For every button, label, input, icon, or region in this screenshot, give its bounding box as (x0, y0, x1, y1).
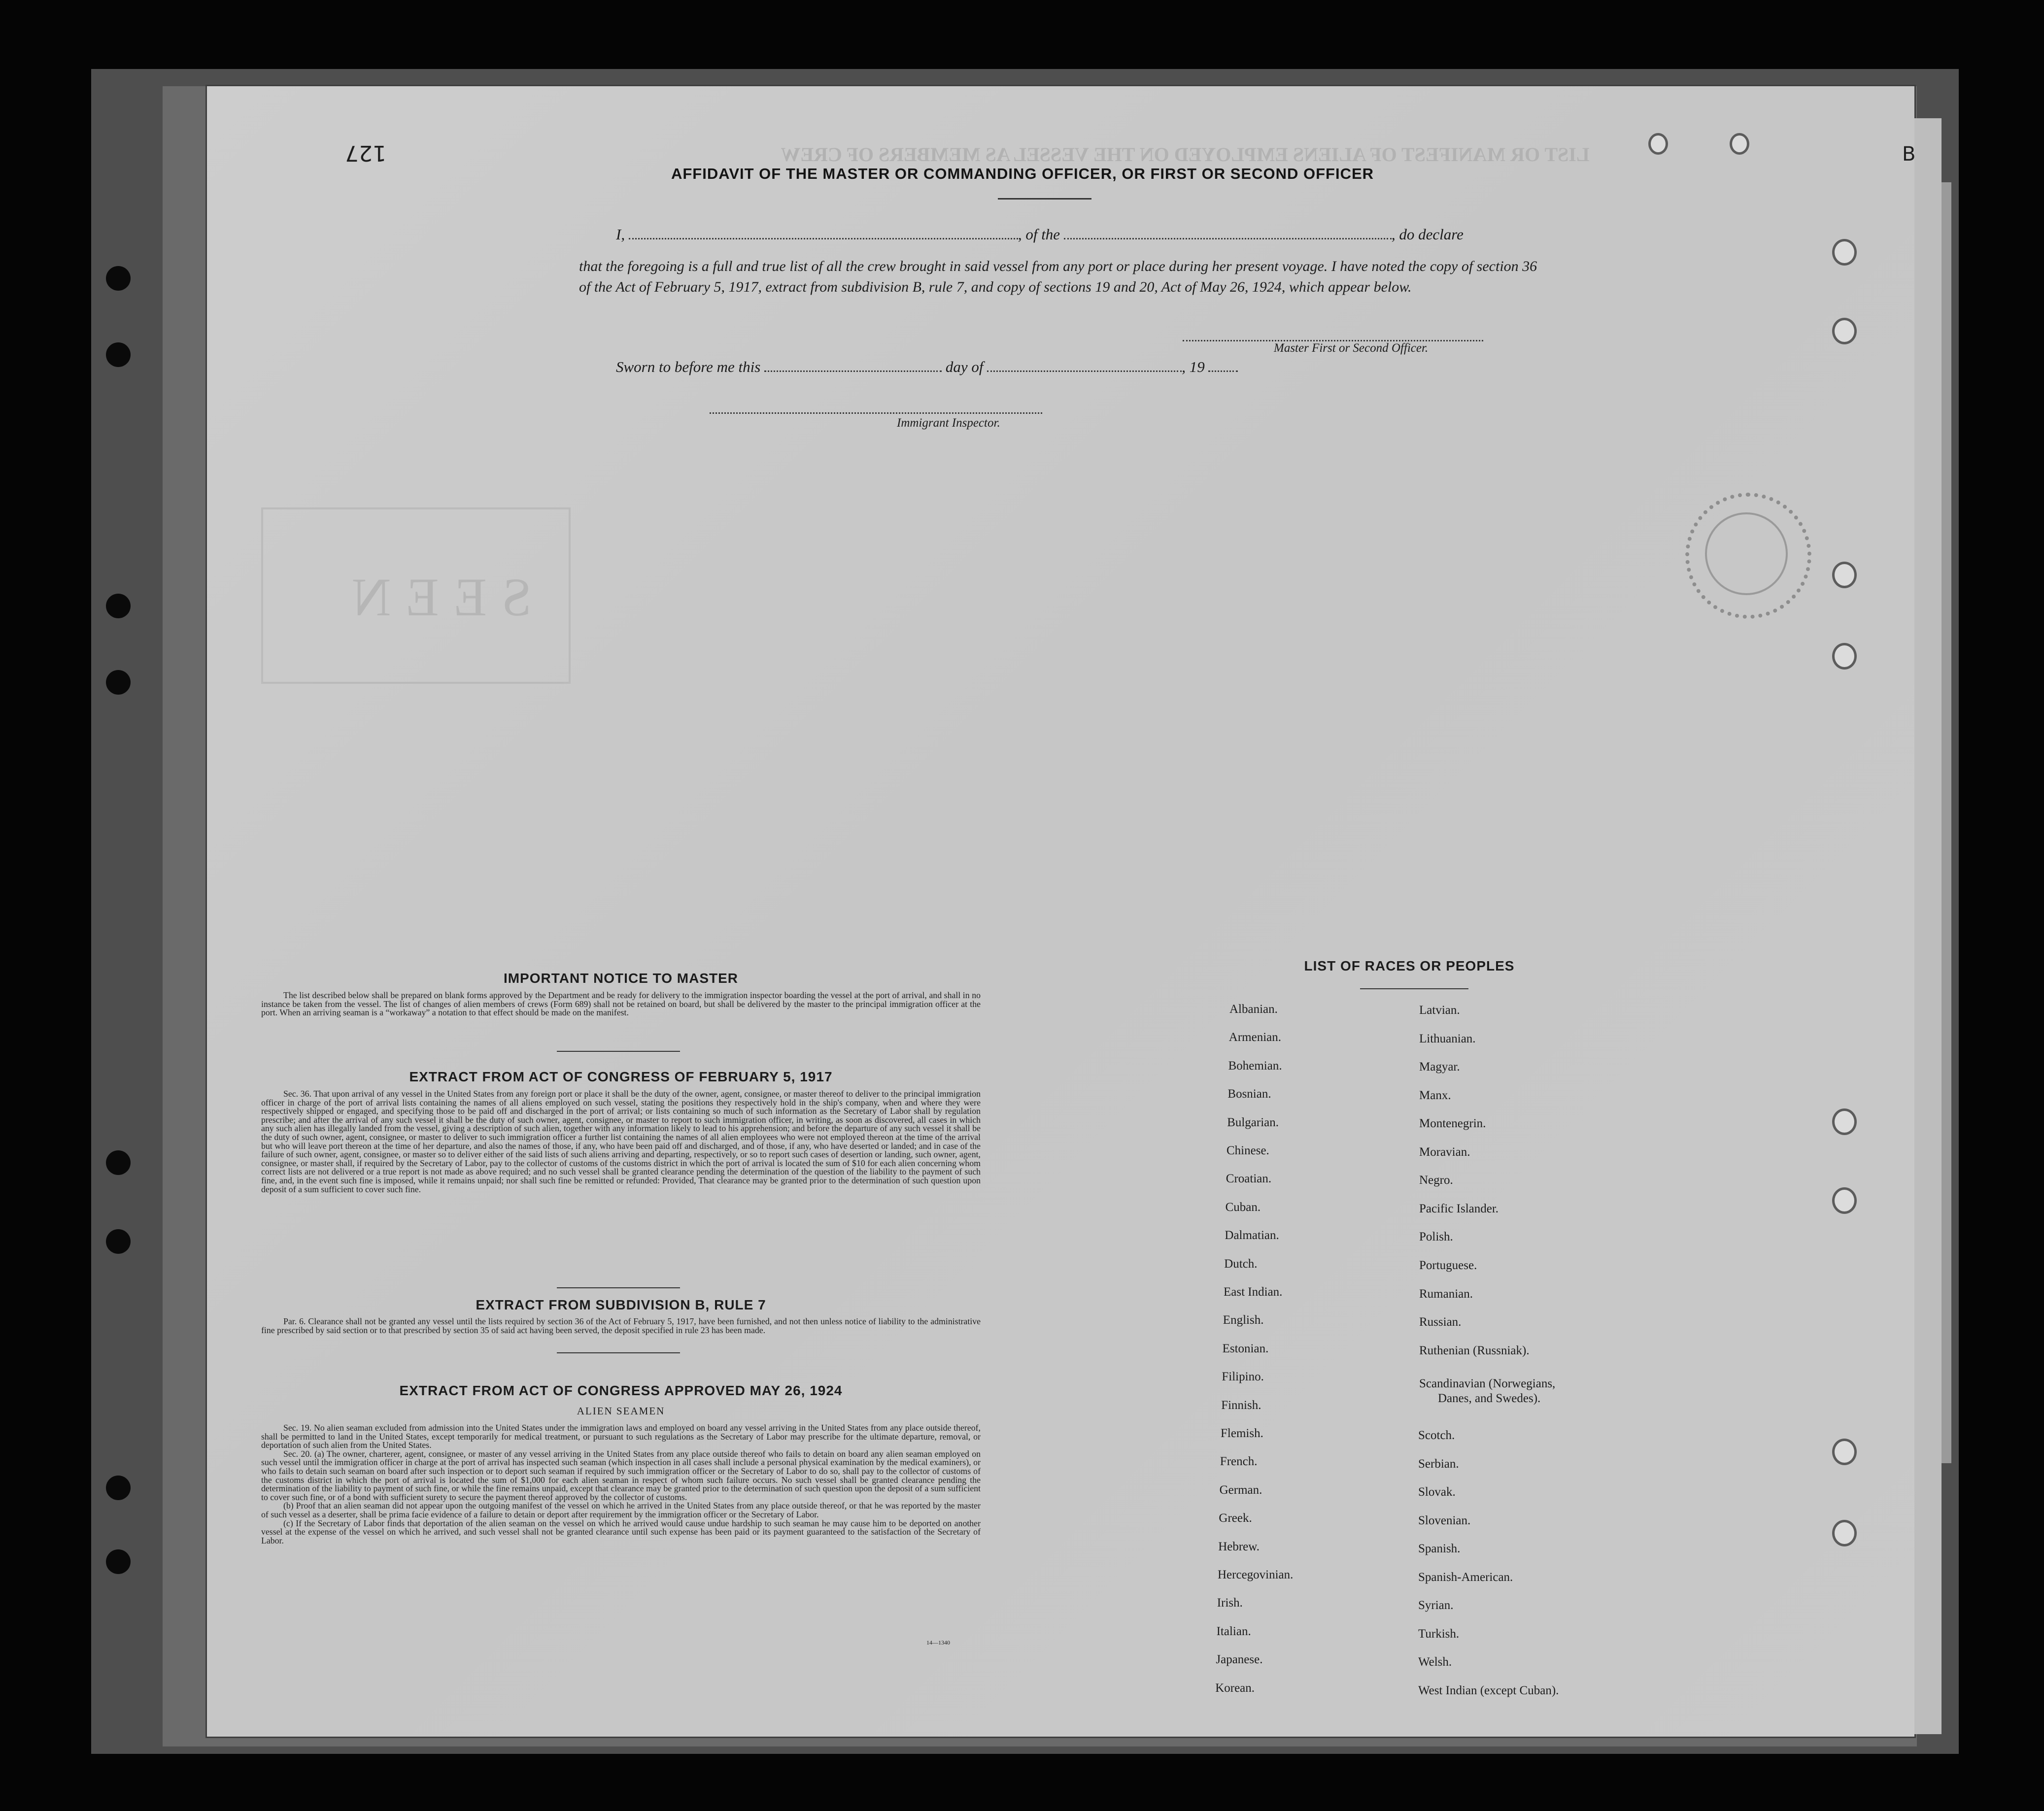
binder-hole (106, 266, 131, 291)
day-of-label: day of (945, 358, 984, 375)
sec20c-paragraph: (c) If the Secretary of Labor finds that deportation of the alien seaman on the vessel on which he arrived would cause undue hardship to such seaman he may cause him to be deported on another vessel at the expense of the vessel on which he arrived, and such vessel shall not be granted clearance until such expense has been paid or its payment guaranteed to the satisfaction of the Secretary of Labor. (261, 1518, 981, 1545)
race-item: Russian. (1419, 1315, 1462, 1329)
race-item: Bulgarian. (1227, 1115, 1279, 1129)
binder-hole (106, 1476, 131, 1500)
notice-text (261, 991, 981, 1017)
punch-hole (1832, 562, 1857, 588)
section-rule (557, 1287, 680, 1288)
sheet-edge-shadow (1942, 182, 1951, 1463)
extract-1924-title: EXTRACT FROM ACT OF CONGRESS APPROVED MAY 26, 1924 (399, 1383, 843, 1398)
race-item: East Indian. (1224, 1285, 1283, 1299)
margin-mark: B (1902, 143, 1916, 166)
race-item: Dutch. (1224, 1257, 1258, 1271)
race-item: Bohemian. (1228, 1059, 1282, 1073)
race-item: Rumanian. (1419, 1287, 1473, 1301)
extract-1917-title: EXTRACT FROM ACT OF CONGRESS OF FEBRUARY 5, 1917 (409, 1069, 833, 1084)
alien-seamen-subtitle: ALIEN SEAMEN (577, 1405, 665, 1417)
affidavit-of-the-label: , of the (1018, 226, 1060, 243)
notice-paragraph: The list described below shall be prepared on blank forms approved by the Department and be ready for delivery to the immigration inspector boarding the vessel at the port of arrival, and shall in no instance be taken from the vessel. The list of changes of alien members of crews (Form 689) shall not be retained on board, but shall be delivered by the master to the principal immigration officer at the port. When an arriving seaman is a “workaway” a notation to that effect should be made on the manifest. (261, 990, 981, 1018)
extract-rule7-title: EXTRACT FROM SUBDIVISION B, RULE 7 (476, 1297, 766, 1312)
punch-hole (1832, 1187, 1857, 1214)
name-field[interactable] (629, 236, 1018, 239)
inspector-caption: Immigrant Inspector. (897, 416, 1000, 430)
binder-hole (106, 1549, 131, 1574)
punch-hole (1832, 1439, 1857, 1465)
affidavit-declaration-line (616, 226, 1464, 243)
bleed-through-heading: LIST OR MANIFEST OF ALIENS EMPLOYED ON THE VESSEL AS MEMBERS OF CREW (781, 143, 1590, 166)
sworn-month-field[interactable] (987, 369, 1182, 372)
race-item: Spanish-American. (1418, 1571, 1513, 1584)
race-item: Chinese. (1226, 1144, 1269, 1157)
sheet-edge (1914, 118, 1942, 1734)
race-item: Scandinavian (Norwegians, (1419, 1377, 1556, 1390)
binder-hole (106, 670, 131, 695)
page-number-mark: 127 (345, 140, 386, 166)
race-item: Estonian. (1222, 1341, 1269, 1355)
section-rule (557, 1051, 680, 1052)
affidavit-declare-label: , do declare (1391, 226, 1464, 243)
race-item: Lithuanian. (1419, 1032, 1476, 1045)
seen-stamp (261, 507, 571, 684)
round-seal-inner (1705, 512, 1788, 595)
race-item: Danes, and Swedes). (1438, 1392, 1541, 1405)
race-item: Manx. (1419, 1089, 1451, 1102)
punch-hole (1832, 643, 1857, 670)
inspector-signature-field[interactable] (710, 412, 1042, 414)
race-item: Portuguese. (1419, 1259, 1477, 1272)
affidavit-title: AFFIDAVIT OF THE MASTER OR COMMANDING OFFICER, OR FIRST OR SECOND OFFICER (671, 165, 1374, 182)
race-item: Flemish. (1221, 1427, 1263, 1440)
race-item: Hercegovinian. (1218, 1568, 1294, 1581)
race-item: Cuban. (1225, 1200, 1261, 1214)
vessel-field[interactable] (1064, 236, 1392, 239)
race-item: Scotch. (1418, 1429, 1455, 1442)
race-item: Slovenian. (1418, 1514, 1471, 1527)
year-prefix-label: , 19 (1182, 358, 1205, 375)
punch-hole (1832, 318, 1857, 344)
race-item: Albanian. (1229, 1003, 1278, 1016)
race-item: French. (1220, 1455, 1258, 1469)
binder-hole (106, 342, 131, 367)
race-item: West Indian (except Cuban). (1418, 1684, 1559, 1697)
race-item: Finnish. (1221, 1398, 1261, 1412)
extract-rule7-text (261, 1317, 981, 1335)
sec20b-paragraph: (b) Proof that an alien seaman did not appear upon the outgoing manifest of the vessel on which he arrived in the United States from any place outside thereof, or that he was reported by the master of such vessel as a deserter, shall be prima facie evidence of a failure to detain or deport after requirement by the immigration officer or the Secretary of Labor. (261, 1501, 981, 1519)
race-item: Syrian. (1418, 1599, 1454, 1612)
punch-hole (1832, 1520, 1857, 1546)
sec20a-paragraph: Sec. 20. (a) The owner, charterer, agent, consignee, or master of any vessel arriving in the United States from any place outside thereof who fails to detain on board any alien seaman employed on such vessel until the immigration officer in charge at the port of arrival has inspected such seaman (which inspection in all cases shall include a personal physical examination by the medical examiners), or who fails to detain such seaman on board after such inspection or to deport such seaman if required by such immigration officer or the Secretary of Labor to do so, shall pay to the collector of customs of the customs district in which the port of arrival is located the sum of $1,000 for each alien seaman in respect of whom such failure occurs. No such vessel shall be granted clearance pending the determination of the liability to payment of such fine, or while the fine remains unpaid, except that clearance may be granted prior to the determination of such question upon the deposit of a sum sufficient to cover such fine, or of a bond with sufficient surety to secure the payment thereof approved by the collector of customs. (261, 1448, 981, 1502)
race-item: Armenian. (1228, 1031, 1282, 1044)
affidavit-i-label: I, (616, 226, 625, 243)
race-item: Korean. (1215, 1681, 1255, 1695)
binder-hole (106, 1150, 131, 1175)
race-item: Filipino. (1222, 1370, 1264, 1384)
races-rule (1360, 988, 1468, 989)
race-item: Turkish. (1418, 1627, 1460, 1641)
race-item: Pacific Islander. (1419, 1202, 1499, 1215)
race-item: Irish. (1217, 1596, 1243, 1610)
race-item: Hebrew. (1218, 1540, 1260, 1553)
sec36-paragraph: Sec. 36. That upon arrival of any vessel in the United States from any foreign port or place it shall be the duty of the owner, agent, consignee, or master thereof to deliver to the principal immigration officer in charge of the port of arrival lists containing the names of all aliens employed on such vessel, stating the positions they respectively hold in the ship's company, when and where they were respectively shipped or engaged, and specifying those to be paid off and discharged in the port of arrival; or lists containing so much of such information as the Secretary of Labor shall by regulation prescribe; and after the arrival of any such vessel it shall be the duty of such owner, agent, consignee, or master to report to such immigration officer, in writing, as soon as discovered, all cases in which any such alien has illegally landed from the vessel, giving a description of such alien, together with any information likely to lead to his apprehension; and before the departure of any such vessel it shall be the duty of such owner, agent, consignee, or master to deliver to such immigration officer a further list containing the names of all alien employees who were not employed thereon at the time of the arrival but who will leave port thereon at the time of her departure, and also the names of those, if any, who have been paid off and discharged, and of those, if any, who have deserted or landed; and in case of the failure of such owner, agent, consignee, or master so to deliver either of the said lists of such aliens arriving and departing, respectively, or so to report such cases of desertion or landing, such owner, agent, consignee, or master shall, if required by the Secretary of Labor, pay to the collector of customs of the customs district in which the port of arrival is located the sum of $10 for each alien concerning whom correct lists are not delivered or a true report is not made as above required; and no such vessel shall be granted clearance pending the determination of the question of the liability to the payment of such fine, and, in the event such fine is imposed, while it remains unpaid; nor shall such fine be remitted or refunded: Provided, That clearance may be granted prior to the determination of such question upon deposit of a sum sufficient to cover such fine. (261, 1089, 981, 1194)
affidavit-body: that the foregoing is a full and true list of all the crew brought in said vessel from any port or place during her present voyage. I have noted the copy of section 36 of the Act of February 5, 1917, extract from subdivision B, rule 7, and copy of sections 19 and 20, Act of May 26, 1924, which appear below. (579, 258, 1537, 295)
notice-title: IMPORTANT NOTICE TO MASTER (503, 971, 739, 986)
race-item: Latvian. (1419, 1004, 1460, 1017)
sworn-day-field[interactable] (764, 369, 942, 372)
sworn-line (616, 358, 1238, 376)
race-item: Spanish. (1418, 1542, 1461, 1555)
race-item: Croatian. (1226, 1172, 1272, 1186)
race-item: Serbian. (1418, 1457, 1459, 1471)
form-number: 14—1340 (926, 1639, 950, 1646)
race-item: Dalmatian. (1225, 1229, 1279, 1242)
race-item: Negro. (1419, 1174, 1453, 1187)
race-item: Moravian. (1419, 1145, 1470, 1159)
seen-stamp-text: SEEN (337, 567, 532, 627)
par6-paragraph: Par. 6. Clearance shall not be granted any vessel until the lists required by section 36 of the Act of February 5, 1917, have been furnished, and not then unless notice of liability to the administrative fine prescribed by said section or to that prescribed by section 35 of said act having been served, the deposit specified in rule 23 has been made. (261, 1316, 981, 1335)
race-item: Slovak. (1418, 1485, 1456, 1499)
race-item: Ruthenian (Russniak). (1419, 1344, 1530, 1357)
race-item: German. (1219, 1483, 1262, 1497)
race-item: Magyar. (1419, 1060, 1460, 1073)
sec19-paragraph: Sec. 19. No alien seaman excluded from admission into the United States under the immigration laws and employed on board any vessel arriving in the United States from any place outside thereof, shall be permitted to land in the United States, except temporarily for medical treatment, or pursuant to such regulations as the Secretary of Labor may prescribe for the ultimate departure, removal, or deportation of such alien from the United States. (261, 1423, 981, 1450)
binder-hole (106, 1229, 131, 1254)
extract-1924-text (261, 1424, 981, 1545)
race-item: Italian. (1216, 1624, 1251, 1638)
punch-hole (1832, 1108, 1857, 1135)
race-item: Welsh. (1418, 1655, 1452, 1669)
section-rule (557, 1352, 680, 1353)
sworn-year-field[interactable] (1208, 369, 1238, 372)
title-rule (998, 198, 1091, 200)
binder-hole (106, 594, 131, 618)
race-item: Polish. (1419, 1230, 1453, 1243)
master-caption: Master First or Second Officer. (1274, 341, 1429, 355)
races-title: LIST OF RACES OR PEOPLES (1304, 958, 1515, 973)
race-item: English. (1223, 1313, 1264, 1327)
race-item: Japanese. (1216, 1653, 1263, 1667)
sworn-label: Sworn to before me this (616, 358, 761, 375)
race-item: Bosnian. (1227, 1087, 1271, 1101)
punch-hole (1832, 239, 1857, 266)
extract-1917-text (261, 1090, 981, 1194)
race-item: Greek. (1219, 1511, 1252, 1525)
race-item: Montenegrin. (1419, 1117, 1486, 1130)
